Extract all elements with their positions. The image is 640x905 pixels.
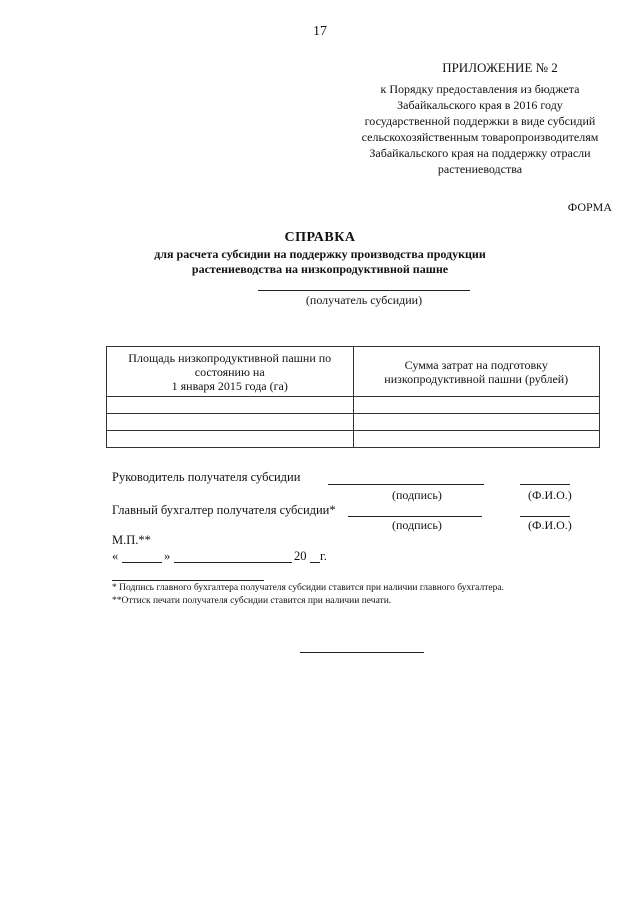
document-title: СПРАВКА — [284, 230, 356, 245]
table-header-row — [107, 347, 600, 397]
subtitle-line: растениеводства на низкопродуктивной пашне — [191, 262, 449, 276]
appendix-line: сельскохозяйственным товаропроизводителям — [361, 130, 599, 144]
recipient-line — [258, 290, 470, 291]
table-cell — [353, 414, 600, 431]
date-year-line — [310, 562, 320, 563]
date-close-quote: » — [164, 549, 171, 563]
subsidy-table — [106, 346, 600, 448]
table-row — [107, 414, 600, 431]
bottom-divider — [300, 652, 424, 653]
table-cell — [107, 397, 354, 414]
appendix-line: Забайкальского края на поддержку отрасли — [369, 146, 591, 160]
footnote-stamp: **Оттиск печати получателя субсидии ставится при наличии печати. — [112, 596, 392, 606]
date-open-quote: « — [112, 549, 119, 563]
stamp-label: М.П.** — [112, 533, 151, 547]
accountant-signature-line — [348, 516, 482, 517]
accountant-signature-label: Главный бухгалтер получателя субсидии* — [112, 503, 336, 517]
footnote-divider — [112, 580, 264, 581]
date-year-prefix: 20 — [294, 549, 307, 563]
appendix-line: растениеводства — [437, 162, 523, 176]
table-row — [107, 397, 600, 414]
head-signature-label: Руководитель получателя субсидии — [112, 470, 301, 484]
head-signature-line — [328, 484, 484, 485]
accountant-signature-caption: (подпись) — [392, 518, 442, 532]
appendix-line: государственной поддержки в виде субсидий — [364, 114, 596, 128]
accountant-name-caption: (Ф.И.О.) — [528, 518, 572, 532]
table-cell — [353, 397, 600, 414]
appendix-line: к Порядку предоставления из бюджета — [380, 82, 580, 96]
head-name-line — [520, 484, 570, 485]
table-cell — [353, 431, 600, 448]
appendix-line: Забайкальского края в 2016 году — [397, 98, 563, 112]
column-header-area: Площадь низкопродуктивной пашни по состоянию на 1 января 2015 года (га) — [107, 347, 354, 397]
table-row — [107, 431, 600, 448]
appendix-title: ПРИЛОЖЕНИЕ № 2 — [442, 60, 558, 75]
date-year-suffix: г. — [320, 549, 327, 563]
footnote-accountant: * Подпись главного бухгалтера получателя субсидии ставится при наличии главного бухгалтера. — [112, 583, 504, 593]
date-day-line — [122, 562, 162, 563]
form-label: ФОРМА — [567, 200, 612, 214]
table-cell — [107, 414, 354, 431]
table-cell — [107, 431, 354, 448]
subtitle-line: для расчета субсидии на поддержку производства продукции — [154, 247, 486, 261]
page-number: 17 — [313, 24, 327, 39]
date-month-line — [174, 562, 292, 563]
recipient-caption: (получатель субсидии) — [305, 293, 423, 307]
appendix-description — [350, 81, 610, 177]
head-signature-caption: (подпись) — [392, 488, 442, 502]
document-subtitle — [150, 247, 490, 277]
head-name-caption: (Ф.И.О.) — [528, 488, 572, 502]
column-header-costs: Сумма затрат на подготовку низкопродуктивной пашни (рублей) — [353, 347, 600, 397]
accountant-name-line — [520, 516, 570, 517]
